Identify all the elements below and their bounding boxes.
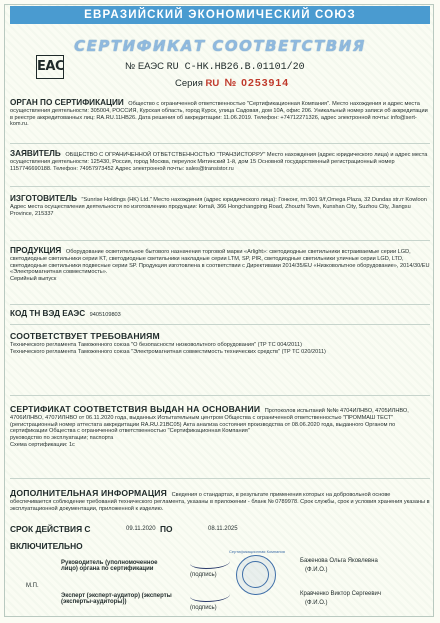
section-requirements [10, 333, 430, 355]
validity-from: 09.11.2020 [126, 526, 156, 532]
expert-name-hint: (Ф.И.О.) [305, 600, 328, 606]
section-organ [10, 100, 430, 128]
head-signatory-label: Руководитель (уполномоченное лицо) органа по сертификации [61, 560, 158, 573]
seal-inner-ring [242, 561, 269, 588]
certification-seal [236, 555, 276, 595]
requirement-line-2: Технического регламента Таможенного союза "Электромагнитная совместимость технических средств" (ТР ТС 020/2011) [10, 348, 326, 355]
divider [10, 143, 430, 144]
number-value: RU C-HK.HB26.B.01101/20 [166, 62, 305, 73]
document-title: СЕРТИФИКАТ СООТВЕТСТВИЯ [74, 37, 366, 55]
manufacturer-title: ИЗГОТОВИТЕЛЬ [10, 194, 77, 203]
requirements-title: СООТВЕТСТВУЕТ ТРЕБОВАНИЯМ [10, 331, 160, 341]
section-tnved [10, 311, 430, 319]
tnved-value: 9405109803 [89, 312, 121, 318]
series-label: Серия [175, 78, 203, 89]
applicant-title: ЗАЯВИТЕЛЬ [10, 149, 61, 158]
basis-scheme-doc: руководство по эксплуатации; паспорта [10, 435, 114, 442]
head-name-hint: (Ф.И.О.) [305, 567, 328, 573]
section-product [10, 248, 430, 283]
section-applicant [10, 151, 430, 172]
expert-label: Эксперт (эксперт-аудитор) (эксперты (эксперты-аудиторы)) [61, 593, 172, 606]
certificate-number [125, 61, 305, 73]
product-serial: Серийный выпуск [10, 276, 57, 283]
head-signatory-name: Баженова Ольга Яковлевна [300, 558, 378, 564]
section-additional [10, 490, 430, 512]
validity-to: 08.11.2025 [208, 526, 238, 532]
stamp-mark: М.П. [26, 583, 39, 589]
section-manufacturer [10, 196, 430, 217]
manufacturer-text: "Sunrise Holdings (HK) Ltd." Место нахождения (адрес юридического лица): Гонконг, rm.901 9/f,Omega Plaza, 32 Dundas str.rr Kowloon Адрес места осуществления деятельности по изготовлению продукции: Китай, 366 Hongchangping Road, Zhouzhi Town, Kunshan City, Suzhou City, Jiangsu Province, 215337 [10, 197, 429, 217]
validity-inclusive: ВКЛЮЧИТЕЛЬНО [10, 541, 83, 551]
union-banner: ЕВРАЗИЙСКИЙ ЭКОНОМИЧЕСКИЙ СОЮЗ [10, 6, 430, 24]
basis-scheme: Схема сертификации: 1с [10, 441, 75, 448]
divider [10, 324, 430, 325]
number-label: № ЕАЭС [125, 61, 164, 72]
additional-text: Сведения о стандартах, в результате применения которых на добровольной основе обеспечивается соблюдение требований технического регламента, указаны в приложении - бланк № 0789978. Срок службы, срок и условия хранения указаны в эксплуатационной документации, приложенной к изделию. [10, 492, 432, 512]
divider [10, 304, 430, 305]
validity-term-label: СРОК ДЕЙСТВИЯ С [10, 524, 91, 534]
series-number: № 0253914 [224, 77, 290, 89]
expert-name: Кравченко Виктор Сергеевич [300, 591, 382, 597]
organ-text: Общество с ограниченной ответственностью "Сертификационная Компания". Место нахождения и адрес места осуществления деятельности: 305004, РОССИЯ, Курская область, город Курск, улица Садовая, дом 10А, офис 206. Уникальный номер записи об аккредитации в реестре аккредитованных лиц: RA.RU.11HB26. Дата решения об аккредитации: 11.06.2019. Телефон: +74712271326, адрес электронной почты: info@sert-kom.ru. [10, 101, 430, 128]
series-line [175, 77, 289, 89]
eac-logo-icon: EAC [36, 55, 64, 79]
applicant-text: ОБЩЕСТВО С ОГРАНИЧЕННОЙ ОТВЕТСТВЕННОСТЬЮ "ТРАНЗИСТОР.РУ" Место нахождения (адрес юридического лица) и адрес места осуществления деятельности: 125430, Россия, город Москва, переулок Митинский 1-й, дом 15 Основной государственный регистрационный номер 1157746690188. Телефон: 74957973452 Адрес электронной почты: sales@transistor.ru [10, 152, 429, 172]
divider [10, 395, 430, 396]
head-sign-hint: (подпись) [190, 572, 217, 578]
seal-text: Сертификационная Компания [229, 549, 285, 554]
basis-text: Протоколов испытаний №№ 4704ИЛНВО, 4705ИЛНВО, 4706ИЛНВО, 4707ИЛНВО от 06.11.2020 года, выданных Испытательным центром Общества с ограниченной ответственностью "ПРОММАШ ТЕСТ" (регистрационный номер аттестата аккредитации RA.RU.21ВС05) Акта анализа состояния производства от 08.06.2020 года, выданного Органом по сертификации Общества с ограниченной ответственностью "Сертификационная Компания" [10, 408, 411, 435]
requirement-line-1: Технического регламента Таможенного союза "О безопасности низковольтного оборудования" (ТР ТС 004/2011) [10, 341, 302, 348]
product-title: ПРОДУКЦИЯ [10, 246, 62, 255]
divider [10, 240, 430, 241]
divider [10, 478, 430, 479]
validity-to-label: ПО [160, 524, 173, 534]
organ-title: ОРГАН ПО СЕРТИФИКАЦИИ [10, 98, 124, 107]
product-text: Оборудование осветительное бытового назначения торговой марки «Arlight»: светодиодные светильники встраиваемые серии LGD, светодиодные светильники серии KT, светодиодные светильники накладные серии LTM, SP, PIR, светодиодные светильники уличные серии LGD, LTD, светодиодные светильники подвесные серии SP. Продукция изготовлена в соответствии с Директивами 2014/35/EU «Низковольтное оборудование», 2014/30/EU «Электромагнитная совместимость». [10, 249, 432, 276]
tnved-title: КОД ТН ВЭД ЕАЭС [10, 309, 86, 318]
additional-title: ДОПОЛНИТЕЛЬНАЯ ИНФОРМАЦИЯ [10, 488, 168, 498]
expert-sign-hint: (подпись) [190, 605, 217, 611]
divider [10, 186, 430, 187]
basis-title: СЕРТИФИКАТ СООТВЕТСТВИЯ ВЫДАН НА ОСНОВАНИИ [10, 404, 261, 414]
section-basis [10, 406, 430, 449]
series-code: RU [205, 78, 220, 89]
